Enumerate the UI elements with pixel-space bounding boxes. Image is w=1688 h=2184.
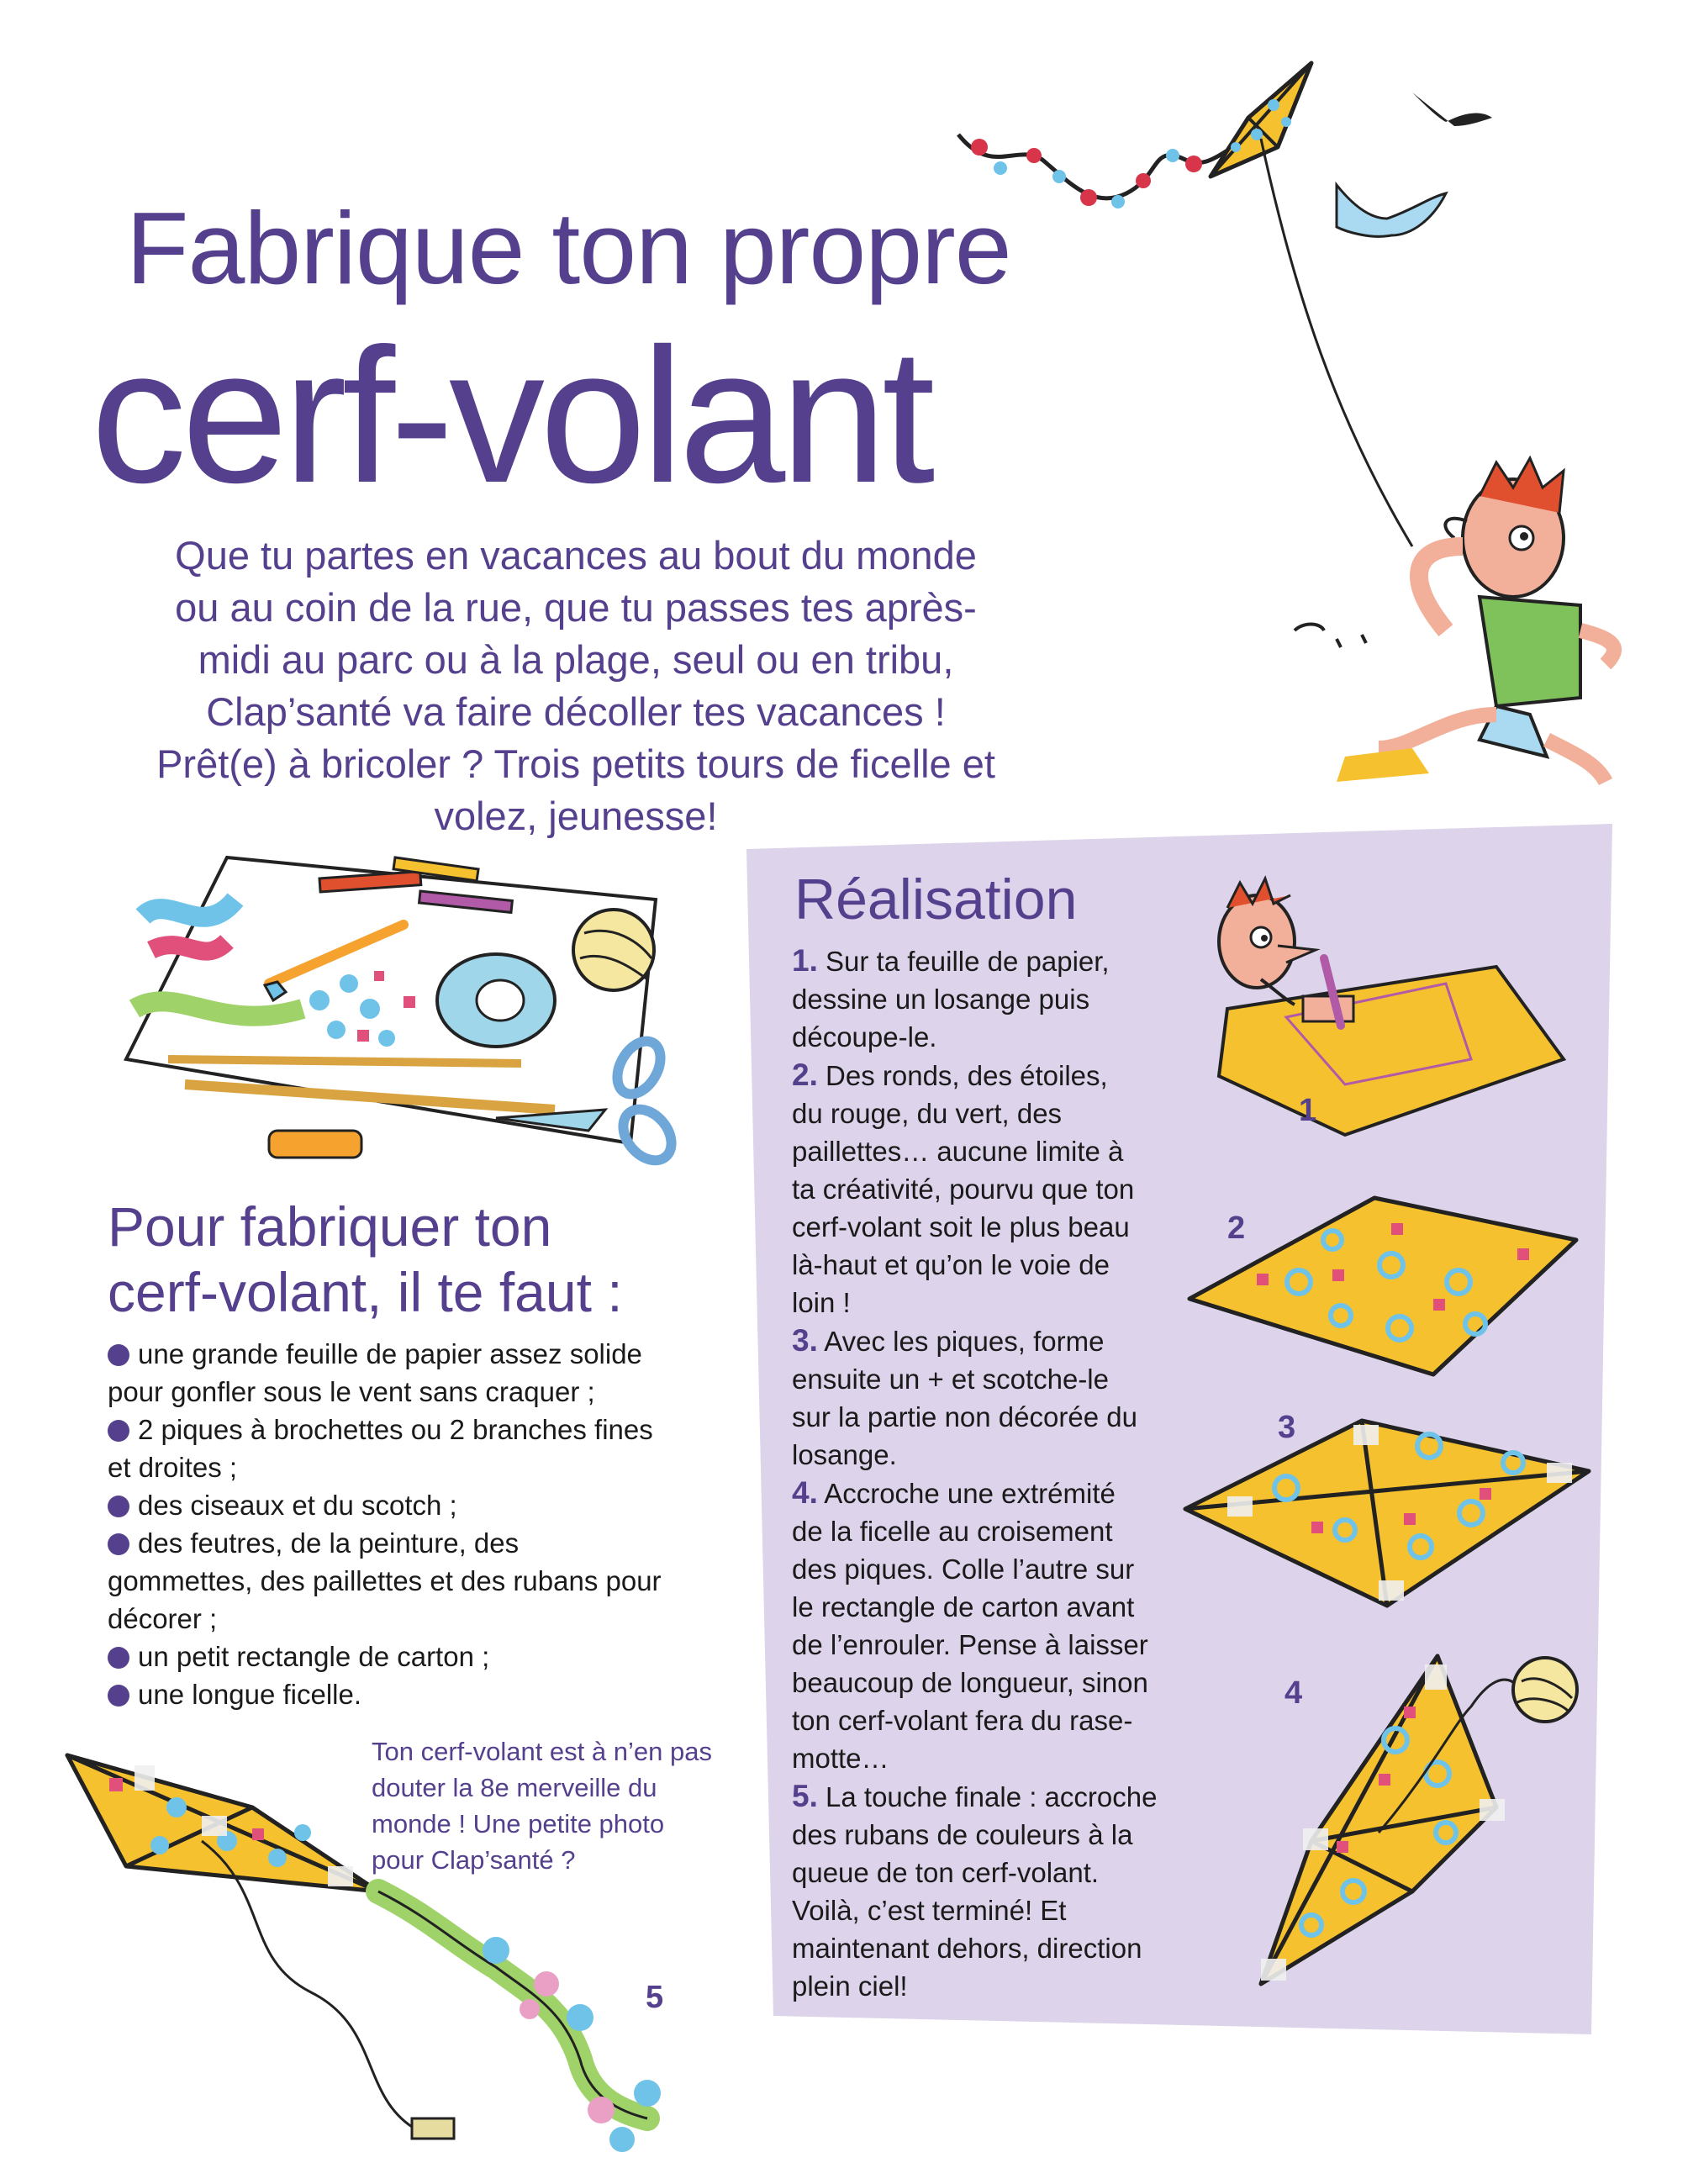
list-item: une grande feuille de papier assez solide pour gonfler sous le vent sans craquer ;	[108, 1338, 642, 1407]
step-2: 2. Des ronds, des étoiles, du rouge, du vert, des paillettes… aucune limite à ta créativité, pourvu que ton cerf-volant soit le plus beau là-haut et qu’on le voie de loin !	[792, 1058, 1135, 1318]
photo-note-line: pour Clap’santé ?	[372, 1845, 576, 1875]
finished-kite-icon	[59, 1740, 731, 2177]
realisation-steps	[792, 942, 1195, 2005]
step-5-label: 5	[646, 1980, 664, 2015]
step-2-label: 2	[1227, 1211, 1246, 1246]
intro-line: ou au coin de la rue, que tu passes tes après-	[175, 585, 977, 630]
bullet-icon	[108, 1344, 129, 1366]
boy-flying-kite-icon	[942, 42, 1631, 799]
photo-note-line: monde ! Une petite photo	[372, 1809, 665, 1838]
step-1: 1. Sur ta feuille de papier, dessine un losange puis découpe-le.	[792, 943, 1110, 1052]
photo-note-line: douter la 8e merveille du	[372, 1773, 657, 1802]
photo-note-line: Ton cerf-volant est à n’en pas	[372, 1737, 712, 1766]
materials-list	[108, 1335, 746, 1713]
materials-title-line: cerf-volant, il te faut :	[108, 1261, 623, 1323]
list-item: 2 piques à brochettes ou 2 branches fines et droites ;	[108, 1414, 653, 1483]
realisation-title: Réalisation	[794, 868, 1078, 931]
step-4-label: 4	[1284, 1675, 1303, 1711]
bullet-icon	[108, 1647, 129, 1669]
materials-title	[108, 1194, 780, 1325]
step-1-illustration	[1194, 866, 1597, 1143]
step-4: 4. Accroche une extrémité de la ficelle au croisement des piques. Colle l’autre sur le rectangle de carton avant de l’enrouler. Pense à laisser beaucoup de longueur, sinon ton cerf-volant fera du rase- motte…	[792, 1475, 1148, 1774]
craft-supplies-icon	[118, 841, 698, 1194]
list-item: une longue ficelle.	[108, 1675, 746, 1713]
intro-line: Clap’santé va faire décoller tes vacances !	[206, 689, 946, 734]
intro-line: Que tu partes en vacances au bout du monde	[175, 533, 977, 578]
bullet-icon	[108, 1533, 129, 1555]
list-item: des ciseaux et du scotch ;	[108, 1486, 746, 1524]
page-title-line1: Fabrique ton propre	[126, 191, 1011, 305]
intro-line: midi au parc ou à la plage, seul ou en tribu,	[198, 637, 954, 682]
step-5: 5. La touche finale : accroche des rubans de couleurs à la queue de ton cerf-volant. Voilà, c’est terminé! Et maintenant dehors, direction plein ciel!	[792, 1779, 1158, 2002]
intro-line: volez, jeunesse!	[434, 794, 718, 838]
materials-title-line: Pour fabriquer ton	[108, 1195, 552, 1258]
bird-icon	[1412, 92, 1492, 126]
bird-icon	[1337, 185, 1446, 236]
step-3-label: 3	[1278, 1410, 1296, 1445]
intro-line: Prêt(e) à bricoler ? Trois petits tours de ficelle et	[156, 741, 995, 786]
list-item: des feutres, de la peinture, des gommettes, des paillettes et des rubans pour décorer ;	[108, 1527, 662, 1634]
bullet-icon	[108, 1420, 129, 1442]
step-3: 3. Avec les piques, forme ensuite un + et scotche-le sur la partie non décorée du losange.	[792, 1323, 1137, 1470]
bullet-icon	[108, 1685, 129, 1707]
bullet-icon	[108, 1496, 129, 1517]
step-3-illustration	[1177, 1412, 1597, 1614]
page-title-line2: cerf-volant	[91, 309, 931, 523]
step-1-label: 1	[1299, 1093, 1317, 1128]
list-item: un petit rectangle de carton ;	[108, 1638, 746, 1675]
intro-paragraph	[101, 530, 1051, 842]
yarn-ball-icon	[573, 910, 654, 990]
